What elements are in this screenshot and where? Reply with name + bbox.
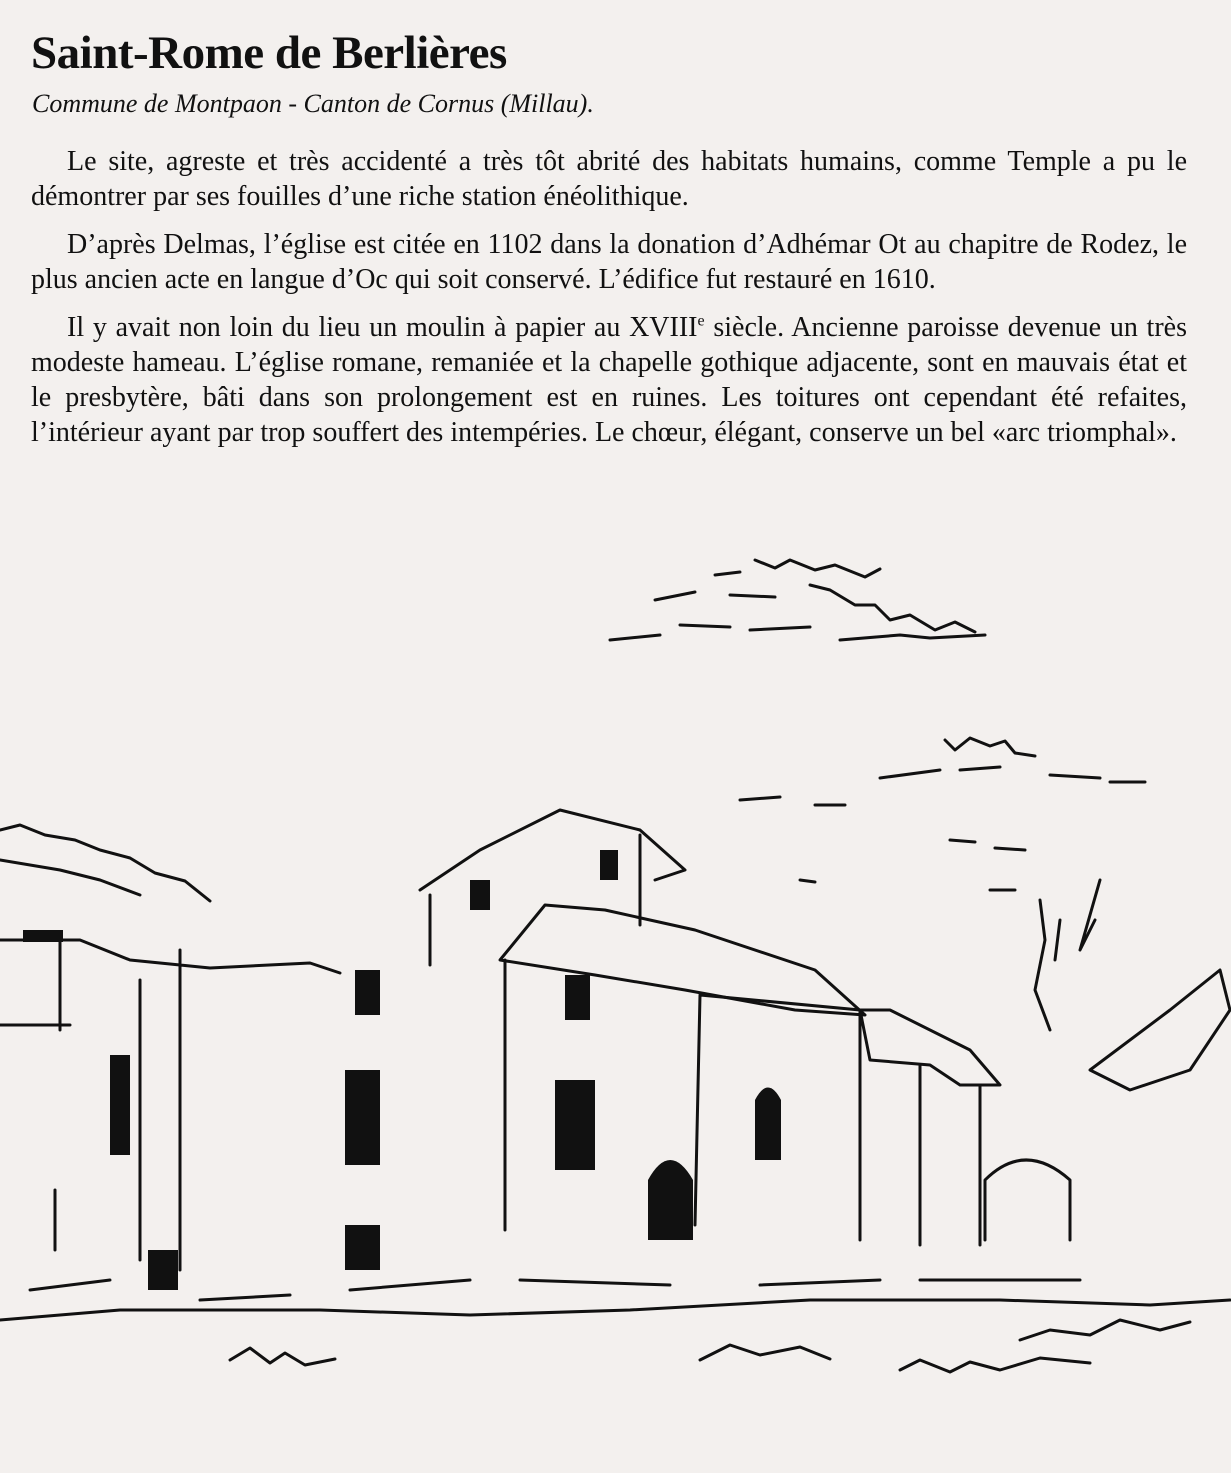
- left-building: [0, 940, 340, 1270]
- tree-branch: [1035, 880, 1100, 1030]
- page-subtitle: Commune de Montpaon - Canton de Cornus (Millau).: [32, 89, 594, 118]
- ground-line: [0, 1300, 1230, 1320]
- window: [555, 1080, 595, 1170]
- grass-line: [1020, 1320, 1190, 1340]
- village-church-illustration: [0, 540, 1231, 1473]
- church-tower: [420, 810, 685, 965]
- body-text: [31, 144, 1187, 463]
- window: [470, 880, 490, 910]
- cloud-stroke: [740, 797, 1025, 890]
- right-roof: [1090, 970, 1230, 1090]
- cloud-stroke: [715, 560, 880, 577]
- window: [148, 1250, 178, 1290]
- window: [110, 1055, 130, 1155]
- cloud-stroke: [880, 738, 1145, 782]
- paragraph-1: Le site, agreste et très accidenté a très tôt abrité des habitats humains, comme Temple a pu le démontrer par ses fouilles d’une riche station énéolithique.: [31, 146, 1187, 212]
- sketch-svg: [0, 540, 1231, 1473]
- hill-line: [0, 825, 210, 901]
- right-arch: [985, 1160, 1070, 1240]
- ground-line: [30, 1280, 1080, 1300]
- church-door: [648, 1160, 693, 1240]
- window: [355, 970, 380, 1015]
- church-roof: [500, 905, 865, 1015]
- gothic-window: [755, 1088, 781, 1161]
- paragraph-2: D’après Delmas, l’église est citée en 1102 dans la donation d’Adhémar Ot au chapitre de Rodez, le plus ancien acte en langue d’Oc qui soit conservé. L’édifice fut restauré en 1610.: [31, 229, 1187, 295]
- paragraph-3-sup: e: [697, 312, 705, 330]
- window-shapes: [23, 850, 781, 1290]
- window: [23, 930, 63, 942]
- grass-line: [230, 1345, 1090, 1372]
- chapel-roof: [860, 1010, 1000, 1085]
- page-title: Saint-Rome de Berlières: [31, 27, 507, 79]
- paragraph-3-after: siècle. Ancienne paroisse devenue un très modeste hameau. L’église romane, remaniée et la chapelle gothique adjacente, sont en mauvais état et le presbytère, bâti dans son prolongement est en ruines. Les toitures ont cependant été refaites, l’intérieur ayant par trop souffert des intempéries. Le chœur, élégant, conserve un bel «arc triomphal».: [31, 312, 1187, 448]
- paragraph-3-before: Il y avait non loin du lieu un moulin à papier au XVIII: [67, 312, 698, 343]
- chapel-wall: [920, 1065, 980, 1245]
- window: [565, 975, 590, 1020]
- window: [600, 850, 618, 880]
- window: [345, 1070, 380, 1165]
- paragraph-3: [31, 310, 1187, 450]
- window: [345, 1225, 380, 1270]
